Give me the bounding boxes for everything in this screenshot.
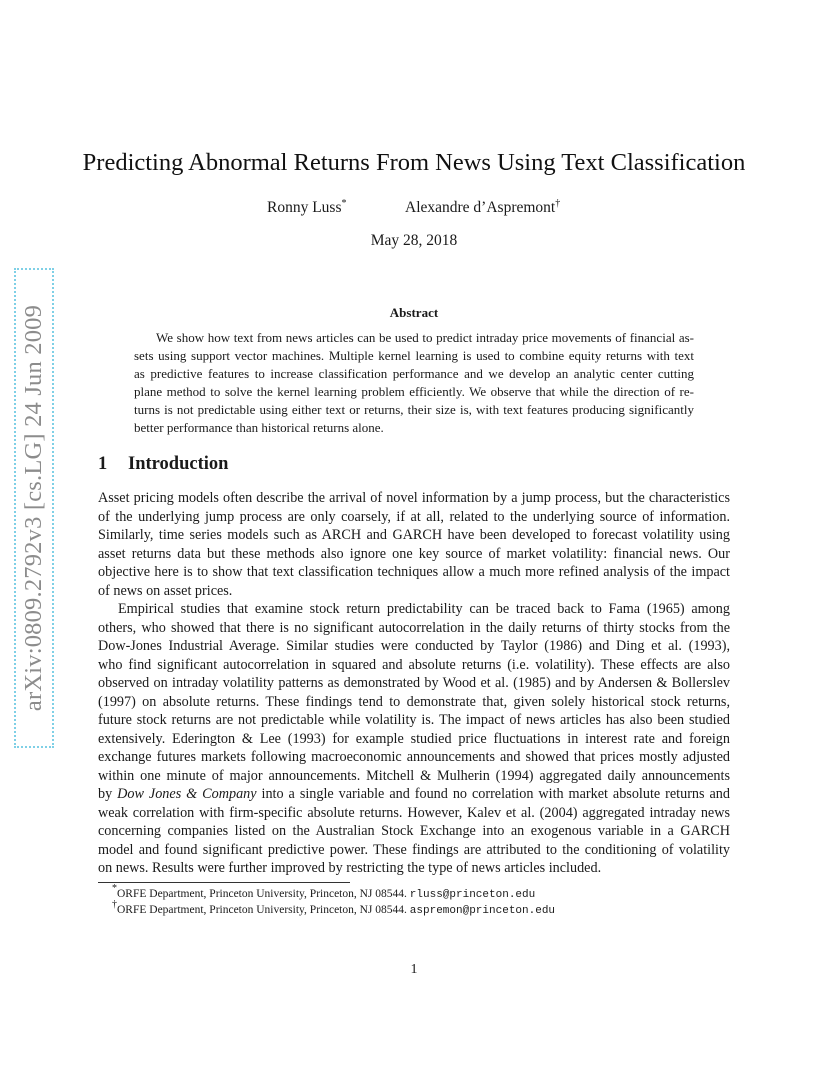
paragraph-line: within one minute of major announcements. Mitchell & Mulherin (1994) aggregated daily announcements — [98, 767, 730, 784]
paper-title: Predicting Abnormal Returns From News Using Text Classification — [82, 149, 746, 176]
paragraph-line: asset returns data but these methods also ignore one key source of market volatility: financial news. Our — [98, 545, 730, 562]
footnote-1 — [112, 883, 536, 903]
footnote-email[interactable]: rluss@princeton.edu — [409, 889, 536, 901]
section-heading — [98, 454, 228, 475]
paragraph-line: (1997) on absolute returns. These findings tend to demonstrate that, given solely historical stock returns, — [98, 693, 730, 710]
arxiv-identifier: arXiv:0809.2792v3 [cs.LG] 24 Jun 2009 — [20, 304, 47, 712]
paragraph-line: of news on asset prices. — [98, 582, 233, 599]
abstract-line: We show how text from news articles can be used to predict intraday price movements of financial as- — [156, 330, 694, 345]
section-title: Introduction — [128, 454, 229, 474]
section-number: 1 — [98, 454, 108, 474]
paragraph-line: observed on intraday volatility patterns as demonstrated by Wood et al. (1985) and by Andersen & Bollerslev — [98, 675, 730, 691]
author-2 — [405, 199, 560, 217]
paper-date: May 28, 2018 — [370, 232, 458, 249]
paragraph-line: Similarly, time series models such as ARCH and GARCH have been developed to forecast volatility using — [98, 527, 730, 543]
paragraph-line: future stock returns are not predictable while volatility is. The impact of news articles has also been studied — [98, 712, 730, 728]
abstract-line: better performance than historical returns alone. — [134, 420, 384, 435]
paragraph-line: extensively. Ederington & Lee (1993) for example studied price fluctuations in interest rate and foreign — [98, 730, 730, 747]
abstract-line: plane method to solve the kernel learning problem efficiently. We observe that while the direction of re- — [134, 384, 694, 399]
author-mark: † — [555, 198, 561, 209]
footnote-2 — [112, 899, 556, 919]
paragraph-line: who find significant autocorrelation in squared and absolute returns (i.e. volatility). These effects are also — [98, 656, 730, 673]
paragraph-line: on news. Results were further improved by restricting the type of news articles included. — [98, 860, 602, 876]
abstract-line: turns is not predictable using either text or returns, their size is, with text features producing significantly — [134, 402, 694, 417]
author-name: Alexandre d’Aspremont — [405, 199, 556, 216]
paragraph-1 — [98, 489, 730, 600]
company-name-italic: Dow Jones & Company — [117, 786, 257, 802]
footnote-email[interactable]: aspremon@princeton.edu — [409, 905, 556, 917]
paragraph-line: concerning companies listed on the Australian Stock Exchange into an exogenous variable in a GARCH — [98, 823, 730, 839]
footnote-mark: † — [112, 899, 117, 910]
paragraph-line: of the underlying jump process are only coarsely, if at all, related to the underlying source of information. — [98, 508, 730, 525]
abstract-heading: Abstract — [389, 305, 439, 320]
abstract-line: sets using support vector machines. Multiple kernel learning is used to combine equity returns with text — [134, 348, 694, 363]
author-1 — [267, 199, 347, 217]
paragraph-line: exchange futures markets following macroeconomic announcements and showed that prices mostly adjusted — [98, 749, 730, 765]
text-run: by — [98, 786, 118, 802]
page-number: 1 — [410, 962, 418, 977]
paragraph-line-mixed — [98, 785, 730, 804]
paragraph-line: others, who showed that there is no significant autocorrelation in the daily returns of thirty stocks from the — [98, 619, 730, 636]
paragraph-2 — [98, 600, 730, 878]
paragraph-line: Dow-Jones Industrial Average. Similar studies were conducted by Taylor (1986) and Ding et al. (1993), — [98, 638, 730, 654]
footnote-text: ORFE Department, Princeton University, Princeton, NJ 08544. — [117, 888, 407, 900]
footnote-divider — [98, 882, 350, 883]
paragraph-line: model and found significant predictive power. These findings are attributed to the conditioning of volatility — [98, 841, 730, 858]
footnote-text: ORFE Department, Princeton University, Princeton, NJ 08544. — [117, 904, 407, 916]
abstract-line: as predictive features to increase classification performance and we develop an analytic center cutting — [134, 366, 694, 381]
paragraph-line: Empirical studies that examine stock return predictability can be traced back to Fama (1965) among — [118, 601, 730, 617]
author-mark: * — [341, 198, 347, 209]
author-name: Ronny Luss — [267, 199, 342, 216]
footnote-mark: * — [112, 883, 117, 894]
text-run: into a single variable and found no correlation with market absolute returns and — [256, 786, 730, 802]
paragraph-line: objective here is to show that text classification techniques allow a much more refined analysis of the impact — [98, 564, 730, 580]
paragraph-line: Asset pricing models often describe the arrival of novel information by a jump process, but the characteristics — [98, 490, 730, 506]
paragraph-line: weak correlation with firm-specific absolute returns. However, Kalev et al. (2004) aggregated intraday news — [98, 804, 730, 821]
abstract-body — [134, 329, 694, 437]
